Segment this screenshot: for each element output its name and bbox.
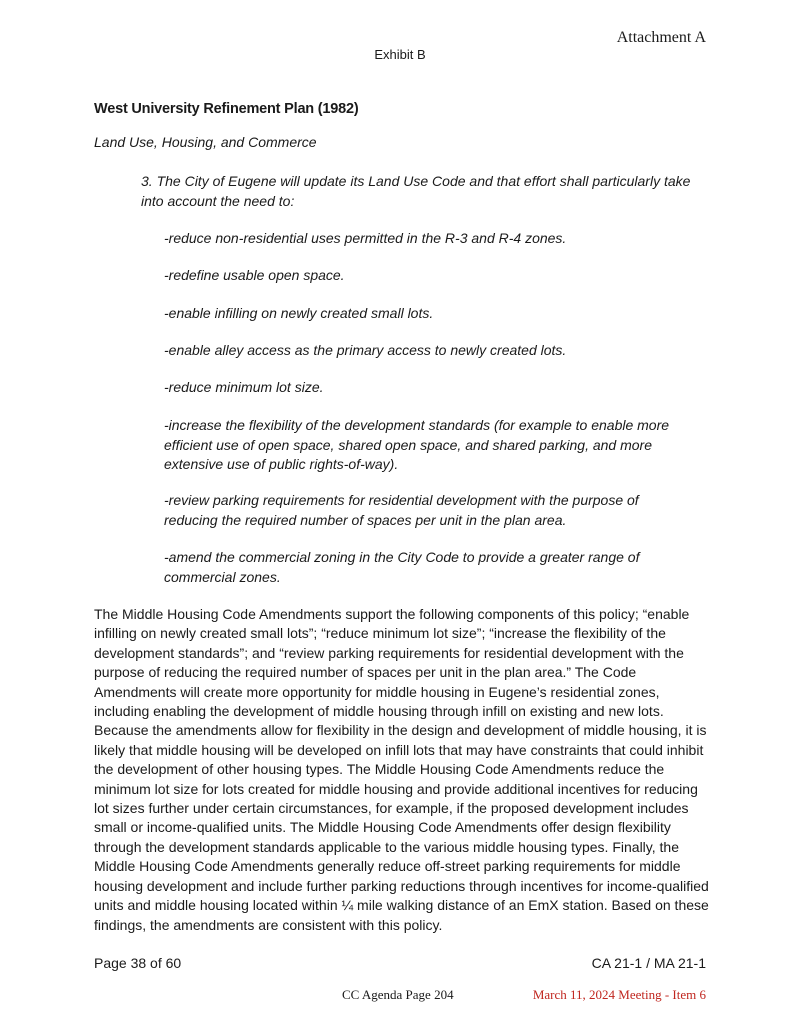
plan-title: West University Refinement Plan (1982) (94, 101, 359, 117)
body-paragraph: The Middle Housing Code Amendments support the following components of this policy; “enable infilling on newly created small lots”; “reduce minimum lot size”; “increase the flexibility of the development standards”; and “review parking requirements for residential development with the purpose of reducing the required number of spaces per unit in the plan area.” The Code Amendments will create more opportunity for middle housing in Eugene’s residential zones, including enabling the development of middle housing through infill on existing and new lots. Because the amendments allow for flexibility in the design and development of middle housing, it is likely that middle housing will be developed on infill lots that may have constraints that could inhibit the development of other housing types. The Middle Housing Code Amendments reduce the minimum lot size for lots created for middle housing and provide additional incentives for reducing lot sizes further under certain circumstances, for example, if the proposed development includes small or income-qualified units. The Middle Housing Code Amendments offer design flexibility through the development standards applicable to the various middle housing types. Finally, the Middle Housing Code Amendments generally reduce off-street parking requirements for middle housing development and include further parking reductions through incentives for income-qualified units and middle housing located within ¼ mile walking distance of an EmX station. Based on these findings, the amendments are consistent with this policy. (94, 606, 709, 933)
policy-item: -amend the commercial zoning in the City Code to provide a greater range of commercial zones. (164, 549, 640, 585)
case-number: CA 21-1 / MA 21-1 (591, 955, 706, 971)
policy-item: -reduce minimum lot size. (164, 379, 324, 395)
policy-item: -increase the flexibility of the development standards (for example to enable more efficient use of open space, shared open space, and shared parking, and more extensive use of public rights-of-way). (164, 417, 670, 472)
section-title: Land Use, Housing, and Commerce (94, 134, 317, 150)
policy-item: -enable alley access as the primary access to newly created lots. (164, 342, 567, 358)
policy-item: -redefine usable open space. (164, 267, 345, 283)
attachment-label: Attachment A (616, 29, 706, 46)
policy-item: -reduce non-residential uses permitted in the R-3 and R-4 zones. (164, 230, 567, 246)
agenda-page-label: CC Agenda Page 204 (342, 987, 454, 1002)
policy-item: -review parking requirements for residential development with the purpose of reducing the required number of spaces per unit in the plan area. (164, 492, 639, 528)
meeting-label: March 11, 2024 Meeting - Item 6 (532, 987, 706, 1002)
policy-item: -enable infilling on newly created small lots. (164, 305, 434, 321)
exhibit-label: Exhibit B (374, 47, 426, 62)
page-number: Page 38 of 60 (94, 955, 182, 971)
policy-intro: 3. The City of Eugene will update its Land Use Code and that effort shall particularly take into account the need to: (141, 173, 691, 209)
